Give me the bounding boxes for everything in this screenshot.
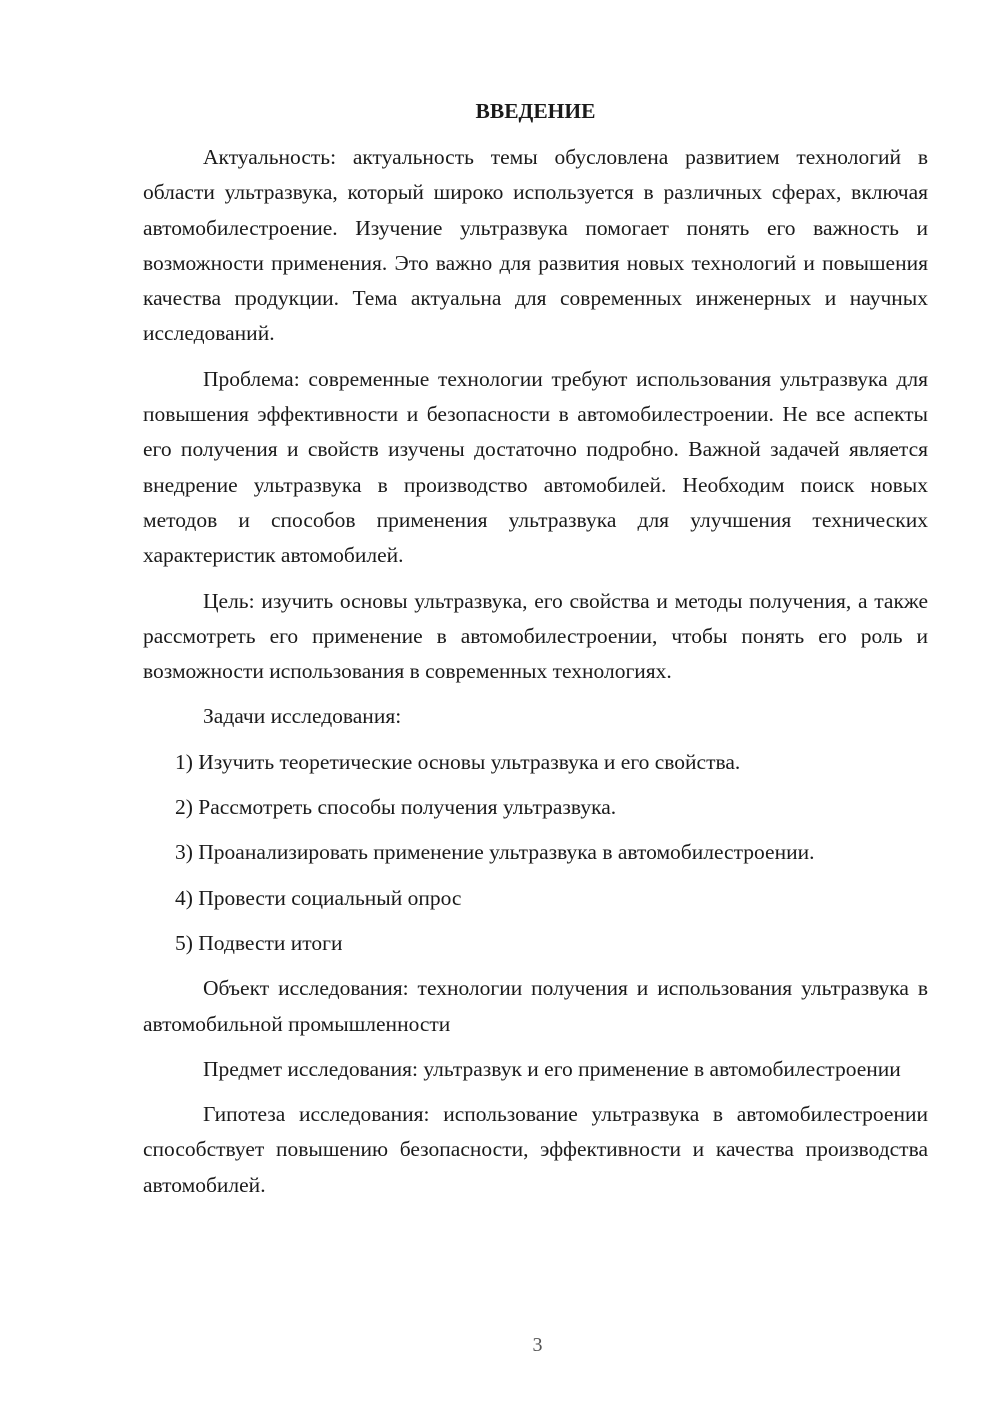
- paragraph-object: Объект исследования: технологии получения и использования ультразвука в автомобильной промышленности: [143, 976, 928, 1036]
- page-number: 3: [532, 1334, 543, 1356]
- list-item: 5) Подвести итоги: [175, 930, 343, 955]
- paragraph-goal: Цель: изучить основы ультразвука, его свойства и методы получения, а также рассмотреть его применение в автомобилестроении, чтобы понять его роль и возможности использования в современных технологиях.: [143, 588, 928, 684]
- page-title: ВВЕДЕНИЕ: [475, 99, 596, 123]
- list-item: 4) Провести социальный опрос: [175, 885, 462, 910]
- paragraph-subject: Предмет исследования: ультразвук и его применение в автомобилестроении: [203, 1056, 901, 1081]
- tasks-heading: Задачи исследования:: [203, 704, 402, 729]
- list-item: 3) Проанализировать применение ультразвука в автомобилестроении.: [175, 840, 815, 865]
- page-content: [143, 96, 928, 1213]
- paragraph-hypothesis: Гипотеза исследования: использование ультразвука в автомобилестроении способствует повышению безопасности, эффективности и качества производства автомобилей.: [143, 1102, 928, 1197]
- paragraph-problem: Проблема: современные технологии требуют использования ультразвука для повышения эффективности и безопасности в автомобилестроении. Не все аспекты его получения и свойств изучены достаточно подробно. Важной задачей является внедрение ультразвука в производство автомобилей. Необходим поиск новых методов и способов применения ультразвука для улучшения технических характеристик автомобилей.: [143, 366, 928, 568]
- list-item: 1) Изучить теоретические основы ультразвука и его свойства.: [175, 749, 741, 774]
- tasks-list: [143, 745, 928, 961]
- paragraph-relevance: Актуальность: актуальность темы обусловлена развитием технологий в области ультразвука, который широко используется в различных сферах, включая автомобилестроение. Изучение ультразвука помогает понять его важность и возможности применения. Это важно для развития новых технологий и повышения качества продукции. Тема актуальна для современных инженерных и научных исследований.: [143, 145, 928, 346]
- list-item: 2) Рассмотреть способы получения ультразвука.: [175, 795, 617, 820]
